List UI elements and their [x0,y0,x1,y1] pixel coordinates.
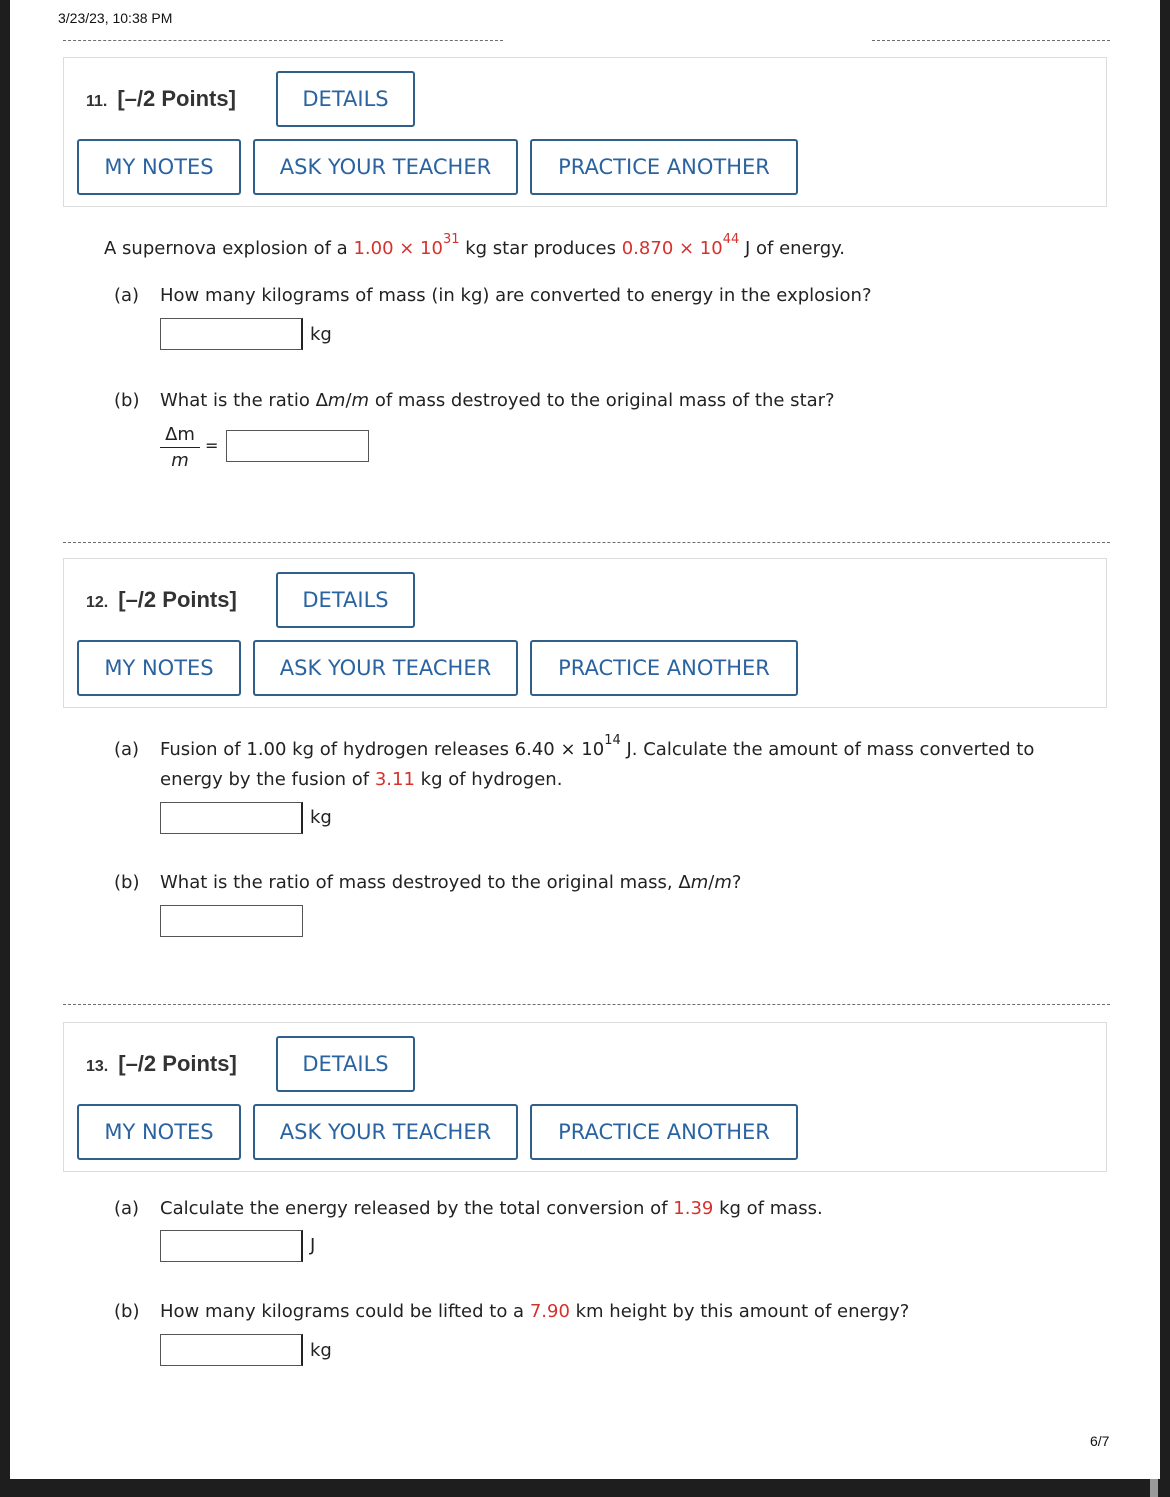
question-number: 12. [86,594,109,611]
question-title [86,587,237,613]
window-frame-bottom [0,1479,1170,1497]
question-number: 11. [86,93,108,110]
unit-label: kg [310,1340,332,1361]
divider [63,1004,1110,1005]
my-notes-button[interactable]: MY NOTES [77,1104,241,1160]
answer-12a-input[interactable] [160,802,303,834]
question-13-header [63,1022,1107,1172]
window-frame-right [1160,0,1170,1497]
question-13b-text: How many kilograms could be lifted to a 7.90 km height by this amount of energy? [160,1301,910,1322]
unit-label: kg [310,324,332,345]
part-label: (a) [114,1198,140,1219]
practice-another-button[interactable]: PRACTICE ANOTHER [530,640,798,696]
part-label: (b) [114,390,140,411]
answer-13b-input[interactable] [160,1334,303,1366]
page-number: 6/7 [1090,1433,1110,1449]
ask-your-teacher-button[interactable]: ASK YOUR TEACHER [253,139,518,195]
question-number: 13. [86,1058,109,1075]
answer-12b-input[interactable] [160,905,303,937]
part-label: (a) [114,739,140,760]
question-12b-text: What is the ratio of mass destroyed to the original mass, Δm/m? [160,872,742,893]
part-label: (b) [114,872,140,893]
question-11-header [63,57,1107,207]
answer-11b-input[interactable] [226,430,369,462]
divider [63,542,1110,543]
question-11b-text: What is the ratio Δm/m of mass destroyed to the original mass of the star? [160,390,835,411]
question-title [86,1051,237,1077]
question-12a-text-line1: Fusion of 1.00 kg of hydrogen releases $6.40 \times 10^{14}$ J. Calculate the amount of mass converted to [160,733,1035,760]
question-11a-text: How many kilograms of mass (in kg) are converted to energy in the explosion? [160,285,872,306]
details-button[interactable]: DETAILS [276,71,415,127]
answer-13a-input[interactable] [160,1230,303,1262]
practice-another-button[interactable]: PRACTICE ANOTHER [530,139,798,195]
ask-your-teacher-button[interactable]: ASK YOUR TEACHER [253,1104,518,1160]
practice-another-button[interactable]: PRACTICE ANOTHER [530,1104,798,1160]
details-button[interactable]: DETAILS [276,572,415,628]
question-points: [–/2 Points] [118,587,237,612]
part-label: (b) [114,1301,140,1322]
question-points: [–/2 Points] [117,86,236,111]
my-notes-button[interactable]: MY NOTES [77,640,241,696]
unit-label: kg [310,807,332,828]
question-13a-text: Calculate the energy released by the total conversion of 1.39 kg of mass. [160,1198,823,1219]
equals-sign: = [205,436,219,455]
part-label: (a) [114,285,140,306]
details-button[interactable]: DETAILS [276,1036,415,1092]
ratio-fraction: $\frac{\Delta m}{m}$ [160,424,200,471]
divider [63,40,503,41]
question-12-header [63,558,1107,708]
question-12a-text-line2: energy by the fusion of 3.11 kg of hydrogen. [160,769,563,790]
window-frame-left [0,0,10,1497]
ask-your-teacher-button[interactable]: ASK YOUR TEACHER [253,640,518,696]
question-points: [–/2 Points] [118,1051,237,1076]
answer-11a-input[interactable] [160,318,303,350]
question-11-intro: A supernova explosion of a $1.00 \times 10^{31}$ kg star produces $0.870 \times 10^{44}$ J of energy. [104,232,845,259]
scrollbar-thumb[interactable] [1150,1479,1158,1497]
divider [872,40,1110,41]
my-notes-button[interactable]: MY NOTES [77,139,241,195]
print-timestamp: 3/23/23, 10:38 PM [58,10,173,26]
question-title [86,86,236,112]
unit-label: J [310,1235,316,1256]
